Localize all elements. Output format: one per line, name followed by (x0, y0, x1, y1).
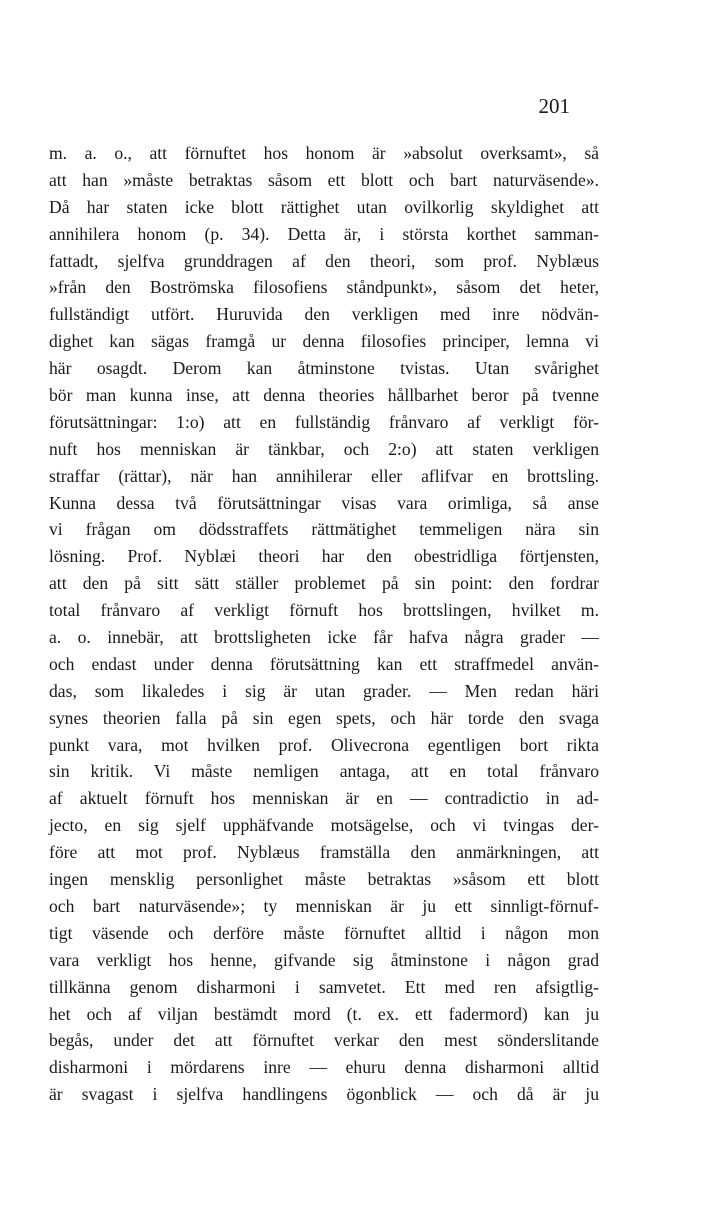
text-line: straffar (rättar), när han annihilerar eller aflifvar en brottsling. (49, 465, 599, 486)
text-line: vara verkligt hos henne, gifvande sig åtminstone i någon grad (49, 949, 599, 970)
text-line: dighet kan sägas framgå ur denna filosofies principer, lemna vi (49, 331, 599, 352)
text-line: Kunna dessa två förutsättningar visas vara orimliga, så anse (49, 492, 599, 513)
text-line: här osagdt. Derom kan åtminstone tvistas. Utan svårighet (49, 358, 599, 379)
text-line: synes theorien falla på sin egen spets, och här torde den svaga (49, 707, 599, 728)
text-line: das, som likaledes i sig är utan grader. — Men redan häri (49, 680, 599, 701)
body-text (49, 140, 599, 1108)
text-line: af aktuelt förnuft hos menniskan är en — contradictio in ad- (49, 788, 599, 809)
text-line: före att mot prof. Nyblæus framställa den anmärkningen, att (49, 842, 599, 863)
text-line: begås, under det att förnuftet verkar den mest sönderslitande (49, 1030, 599, 1051)
text-line: het och af viljan bestämdt mord (t. ex. ett fadermord) kan ju (49, 1003, 599, 1024)
text-line: att den på sitt sätt ställer problemet på sin point: den fordrar (49, 573, 599, 594)
text-line: vi frågan om dödsstraffets rättmätighet temmeligen nära sin (49, 519, 599, 540)
text-line: sin kritik. Vi måste nemligen antaga, att en total frånvaro (49, 761, 599, 782)
text-line: tigt väsende och derföre måste förnuftet alltid i någon mon (49, 922, 599, 943)
text-line: »från den Boströmska filosofiens ståndpunkt», såsom det heter, (49, 277, 599, 298)
text-line: ingen mensklig personlighet måste betraktas »såsom ett blott (49, 869, 599, 890)
text-line: disharmoni i mördarens inre — ehuru denna disharmoni alltid (49, 1057, 599, 1078)
text-line: fattadt, sjelfva grunddragen af den theori, som prof. Nyblæus (49, 250, 599, 271)
text-line: jecto, en sig sjelf upphäfvande motsägelse, och vi tvingas der- (49, 815, 599, 836)
text-line: och endast under denna förutsättning kan ett straffmedel använ- (49, 653, 599, 674)
text-line: bör man kunna inse, att denna theories hållbarhet beror på tvenne (49, 385, 599, 406)
text-line: att han »måste betraktas såsom ett blott och bart naturväsende». (49, 169, 599, 190)
text-line: punkt vara, mot hvilken prof. Olivecrona egentligen bort rikta (49, 734, 599, 755)
text-line: tillkänna genom disharmoni i samvetet. Ett med ren afsigtlig- (49, 976, 599, 997)
text-line: annihilera honom (p. 34). Detta är, i största korthet samman- (49, 223, 599, 244)
page-number: 201 (538, 94, 570, 118)
text-line: förutsättningar: 1:o) att en fullständig frånvaro af verkligt för- (49, 411, 599, 432)
text-line: Då har staten icke blott rättighet utan ovilkorlig skyldighet att (49, 196, 599, 217)
text-line: och bart naturväsende»; ty menniskan är ju ett sinnligt-förnuf- (49, 895, 599, 916)
text-line: nuft hos menniskan är tänkbar, och 2:o) att staten verkligen (49, 438, 599, 459)
text-line: lösning. Prof. Nyblæi theori har den obestridliga förtjensten, (49, 546, 599, 567)
text-line: a. o. innebär, att brottsligheten icke får hafva några grader — (49, 627, 599, 648)
text-line: m. a. o., att förnuftet hos honom är »absolut overksamt», så (49, 143, 599, 163)
text-line: total frånvaro af verkligt förnuft hos brottslingen, hvilket m. (49, 600, 599, 621)
text-line: är svagast i sjelfva handlingens ögonblick — och då är ju (49, 1084, 599, 1105)
text-line: fullständigt utfört. Huruvida den verkligen med inre nödvän- (49, 304, 599, 325)
